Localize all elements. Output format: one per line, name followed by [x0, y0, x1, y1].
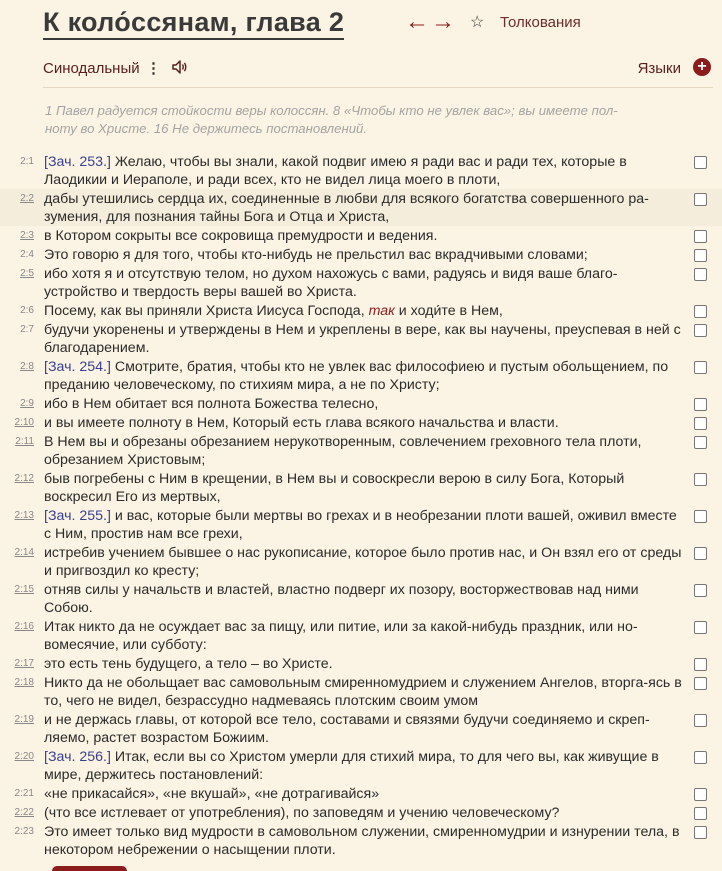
toolbar	[43, 58, 711, 80]
verse-content: ибо в Нем обитает вся полнота Божества телесно,	[44, 396, 379, 412]
verse-text	[44, 544, 684, 580]
verse-row	[0, 357, 722, 394]
verse-text	[44, 227, 684, 245]
verse-number[interactable]: 2:11	[15, 436, 34, 447]
bookmark-star-icon[interactable]: ☆	[470, 14, 485, 31]
verse-text	[44, 711, 684, 747]
verse-number[interactable]: 2:7	[20, 324, 34, 335]
verse-checkbox[interactable]	[694, 658, 707, 671]
verse-text	[44, 674, 684, 710]
reading-link[interactable]: [Зач. 255.]	[44, 508, 111, 524]
divider	[43, 87, 713, 88]
languages-link[interactable]: Языки	[637, 60, 681, 77]
verse-row	[0, 543, 722, 580]
chapter-summary: 1 Павел радуется стойкости веры колоссян. 8 «Чтобы кто не увлек вас»; вы имеете пол-ноту во Христе. 16 Не держитесь постановлений.	[45, 103, 618, 136]
verse-checkbox[interactable]	[694, 788, 707, 801]
verse-checkbox[interactable]	[694, 714, 707, 727]
verse-row	[0, 673, 722, 710]
verse-content: Желаю, чтобы вы знали, какой подвиг имею я ради вас и ради тех, которые в Лаодикии и Иераполе, и ради всех, кто не видел лица моего в плоти,	[44, 154, 627, 188]
verse-row	[0, 152, 722, 189]
verse-number[interactable]: 2:3	[20, 230, 34, 241]
verse-row	[0, 264, 722, 301]
verse-content: истребив учением бывшее о нас рукописание, которое было против нас, и Он взял его от среды и пригвоздил ко кресту;	[44, 545, 682, 579]
verse-number[interactable]: 2:18	[14, 677, 34, 688]
verse-checkbox[interactable]	[694, 473, 707, 486]
verse-row	[0, 617, 722, 654]
verse-content: быв погребены с Ним в крещении, в Нем вы и совоскресли верою в силу Бога, Который воскресил Его из мертвых,	[44, 471, 625, 505]
verse-checkbox[interactable]	[694, 249, 707, 262]
verse-row	[0, 245, 722, 264]
verse-row	[0, 469, 722, 506]
verse-content: Это говорю я для того, чтобы кто-нибудь не прельстил вас вкрадчивыми словами;	[44, 247, 588, 263]
chapter-header	[43, 6, 703, 40]
verse-number[interactable]: 2:1	[20, 156, 34, 167]
verse-text	[44, 655, 684, 673]
reading-link[interactable]: [Зач. 254.]	[44, 359, 111, 375]
inserted-word: так	[368, 303, 395, 319]
verse-content: будучи укоренены и утверждены в Нем и укреплены в вере, как вы научены, преуспевая в ней с благодарением.	[44, 322, 681, 356]
reading-link[interactable]: [Зач. 256.]	[44, 749, 111, 765]
verse-number[interactable]: 2:6	[20, 305, 34, 316]
verse-number[interactable]: 2:16	[14, 621, 34, 632]
verse-text	[44, 358, 684, 394]
next-chapter-arrow-icon[interactable]: →	[431, 8, 455, 35]
verse-number[interactable]: 2:9	[20, 398, 34, 409]
verse-content: Никто да не обольщает вас самовольным смиренномудрием и служением Ангелов, вторга-ясь в то, чего не видел, безрассудно надмеваясь плотским своим умом	[44, 675, 682, 709]
verse-number[interactable]: 2:13	[14, 510, 34, 521]
page-title: К коло́ссянам, глава 2	[43, 6, 344, 40]
verse-number[interactable]: 2:8	[20, 361, 34, 372]
verse-content: Итак никто да не осуждает вас за пищу, или питие, или за какой-нибудь праздник, или но-вомесячие, или субботу:	[44, 619, 638, 653]
verse-text	[44, 190, 684, 226]
verse-checkbox[interactable]	[694, 436, 707, 449]
verse-checkbox[interactable]	[694, 230, 707, 243]
verse-text	[44, 804, 684, 822]
verse-number[interactable]: 2:14	[14, 547, 34, 558]
verse-content: Смотрите, братия, чтобы кто не увлек вас философиею и пустым обольщением, по преданию человеческому, по стихиям мира, а не по Христу;	[44, 359, 669, 393]
verse-text	[44, 302, 684, 320]
verse-number[interactable]: 2:2	[20, 193, 34, 204]
verse-row	[0, 506, 722, 543]
verse-checkbox[interactable]	[694, 826, 707, 839]
verse-row	[0, 803, 722, 822]
verse-content: и вас, которые были мертвы во грехах и в необрезании плоти вашей, оживил вместе с Ним, простив нам все грехи,	[44, 508, 677, 542]
verse-row	[0, 784, 722, 803]
verse-text	[44, 785, 684, 803]
verse-text	[44, 395, 684, 413]
verse-checkbox[interactable]	[694, 268, 707, 281]
verse-checkbox[interactable]	[694, 361, 707, 374]
verse-number[interactable]: 2:17	[14, 658, 34, 669]
verse-number[interactable]: 2:5	[20, 268, 34, 279]
verse-row	[0, 413, 722, 432]
verse-row	[0, 580, 722, 617]
verse-content: и ходи́те в Нем,	[394, 303, 503, 319]
previous-chapter-arrow-icon[interactable]: ←	[405, 8, 429, 35]
verse-number[interactable]: 2:12	[14, 473, 34, 484]
verse-text	[44, 246, 684, 264]
verse-row	[0, 654, 722, 673]
verse-text	[44, 748, 684, 784]
verse-checkbox[interactable]	[694, 398, 707, 411]
verse-text	[44, 414, 684, 432]
verse-row	[0, 822, 722, 859]
verse-text	[44, 823, 684, 859]
verse-content: дабы утешились сердца их, соединенные в любви для всякого богатства совершенного ра-зумения, для познания тайны Бога и Отца и Христа,	[44, 191, 649, 225]
verse-row	[0, 394, 722, 413]
verse-row	[0, 320, 722, 357]
verse-number[interactable]: 2:21	[14, 788, 34, 799]
verse-row	[0, 226, 722, 245]
verse-number[interactable]: 2:10	[14, 417, 34, 428]
verse-content: Итак, если вы со Христом умерли для стихий мира, то для чего вы, как живущие в мире, держитесь постановлений:	[44, 749, 659, 783]
verse-row	[0, 189, 722, 226]
verse-content: и не держась главы, от которой все тело, составами и связями будучи соединяемо и скреп-ляемо, растет возрастом Божиим.	[44, 712, 650, 746]
verse-content: ибо хотя я и отсутствую телом, но духом нахожусь с вами, радуясь и видя ваше благо-устройство и твердость веры вашей во Христа.	[44, 266, 618, 300]
verse-text	[44, 433, 684, 469]
verse-checkbox[interactable]	[694, 547, 707, 560]
verse-content: В Нем вы и обрезаны обрезанием нерукотворенным, совлечением греховного тела плоти, обрезанием Христовым;	[44, 434, 642, 468]
verse-checkbox[interactable]	[694, 751, 707, 764]
verse-number[interactable]: 2:20	[14, 751, 34, 762]
verse-checkbox[interactable]	[694, 510, 707, 523]
verse-row	[0, 747, 722, 784]
verse-content: в Котором сокрыты все сокровища премудрости и ведения.	[44, 228, 438, 244]
verse-checkbox[interactable]	[694, 156, 707, 169]
verse-checkbox[interactable]	[694, 305, 707, 318]
reading-link[interactable]: [Зач. 253.]	[44, 154, 111, 170]
speaker-icon[interactable]	[170, 58, 190, 76]
verse-number[interactable]: 2:23	[14, 826, 34, 837]
verse-content: Посему, как вы приняли Христа Иисуса Господа,	[44, 303, 369, 319]
verse-text	[44, 153, 684, 189]
interpretations-link[interactable]: Толкования	[500, 14, 581, 31]
verse-content: Это имеет только вид мудрости в самовольном служении, смиренномудрии и изнурении тела, в некотором небрежении о насыщении плоти.	[44, 824, 680, 858]
bottom-button[interactable]	[52, 866, 127, 871]
verse-checkbox[interactable]	[694, 193, 707, 206]
verse-checkbox[interactable]	[694, 417, 707, 430]
translation-selector[interactable]: Синодальный	[43, 60, 140, 77]
verse-checkbox[interactable]	[694, 621, 707, 634]
verse-content: «не прикасайся», «не вкушай», «не дотрагивайся»	[44, 786, 380, 802]
verse-number[interactable]: 2:22	[14, 807, 34, 818]
verse-content: (что все истлевает от употребления), по заповедям и учению человеческому?	[44, 805, 560, 821]
verse-row	[0, 710, 722, 747]
verse-text	[44, 265, 684, 301]
verse-checkbox[interactable]	[694, 584, 707, 597]
verse-row	[0, 432, 722, 469]
verse-text	[44, 470, 684, 506]
verse-text	[44, 618, 684, 654]
verse-text	[44, 581, 684, 617]
verse-number[interactable]: 2:15	[14, 584, 34, 595]
verse-text	[44, 321, 684, 357]
verse-checkbox[interactable]	[694, 807, 707, 820]
verse-number[interactable]: 2:4	[20, 249, 34, 260]
more-options-icon[interactable]: ⋮	[146, 60, 161, 77]
verse-content: и вы имеете полноту в Нем, Который есть глава всякого начальства и власти.	[44, 415, 559, 431]
verse-checkbox[interactable]	[694, 324, 707, 337]
verse-number[interactable]: 2:19	[14, 714, 34, 725]
verse-row	[0, 301, 722, 320]
verse-checkbox[interactable]	[694, 677, 707, 690]
add-icon[interactable]: +	[693, 58, 711, 76]
verse-list	[0, 152, 722, 859]
verse-content: это есть тень будущего, а тело – во Христе.	[44, 656, 333, 672]
verse-content: отняв силы у начальств и властей, властно подверг их позору, восторжествовав над ними Собою.	[44, 582, 639, 616]
verse-text	[44, 507, 684, 543]
